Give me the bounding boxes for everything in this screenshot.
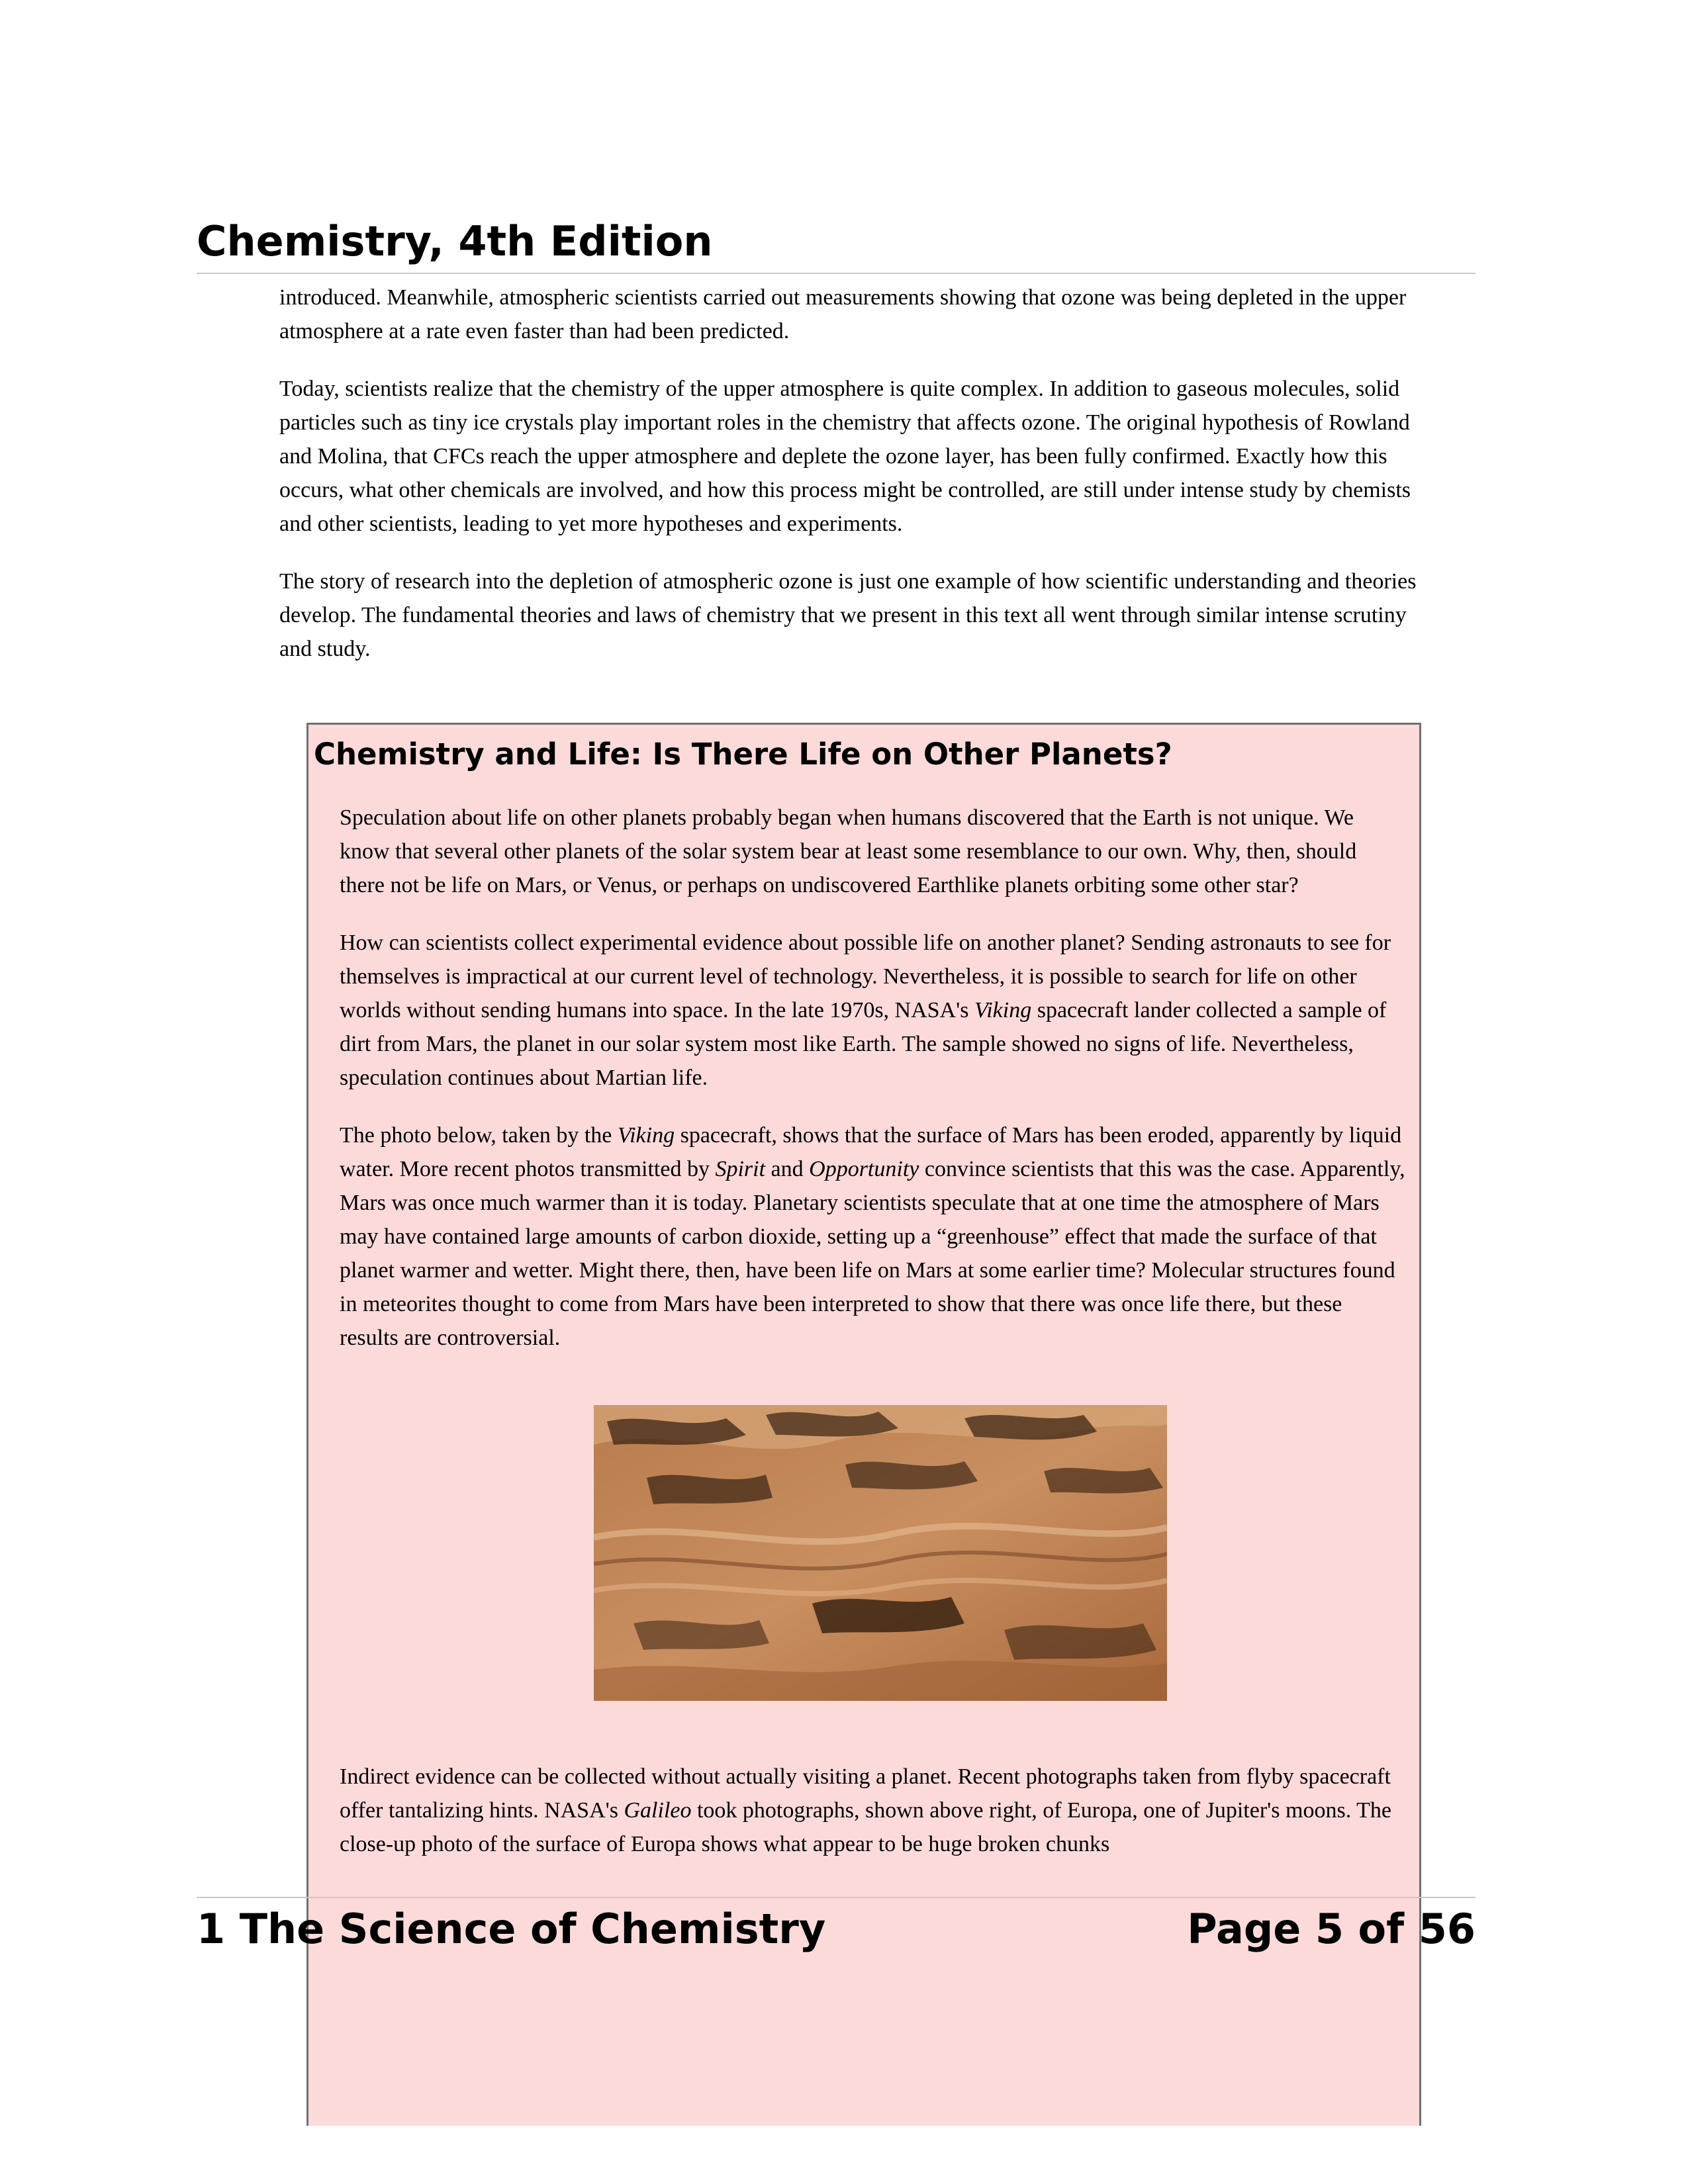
sidebar-p3-text-c: and — [765, 1157, 810, 1181]
sidebar-p3-text-a: The photo below, taken by the — [340, 1123, 618, 1148]
footer-divider — [197, 1897, 1476, 1898]
sidebar-p2-viking: Viking — [974, 998, 1032, 1023]
sidebar-p2-text-a: How can scientists collect experimental evidence about possible life on another planet? Sending astronauts to see for themselves is impractical at our current level of technology. Nevertheless, it is possible to search for life on other worlds without sending humans into space. In the late 1970s, NASA's — [340, 931, 1391, 1023]
sidebar-p3-spirit: Spirit — [715, 1157, 766, 1181]
sidebar-title: Chemistry and Life: Is There Life on Other Planets? — [314, 737, 1172, 772]
sidebar-p4-text-b: took photographs, shown above right, of Europa, one of Jupiter's moons. The close-up photo of the surface of Europa shows what appear to be huge broken chunks — [340, 1798, 1391, 1856]
sidebar-p4-galileo: Galileo — [624, 1798, 692, 1823]
sidebar-text-upper — [340, 801, 1405, 1379]
sidebar-paragraph-1: Speculation about life on other planets probably began when humans discovered that the Earth is not unique. We know that several other planets of the solar system bear at least some resemblance to our own. Why, then, should there not be life on Mars, or Venus, or perhaps on undiscovered Earthlike planets orbiting some other star? — [340, 805, 1357, 897]
chapter-title: 1 The Science of Chemistry — [197, 1905, 826, 1953]
body-text — [279, 281, 1431, 690]
sidebar-p3-opportunity: Opportunity — [809, 1157, 919, 1181]
sidebar-paragraph-4 — [340, 1760, 1405, 1861]
body-paragraph-3: The story of research into the depletion of atmospheric ozone is just one example of how scientific understanding and theories develop. The fundamental theories and laws of chemistry that we present in this text all went through similar intense scrutiny and study. — [279, 569, 1417, 661]
document-header-title: Chemistry, 4th Edition — [197, 217, 713, 265]
sidebar-p3-text-d: convince scientists that this was the case. Apparently, Mars was once much warmer than it is today. Planetary scientists speculate that at one time the atmosphere of Mars may have contained large amounts of carbon dioxide, setting up a “greenhouse” effect that made the surface of that planet warmer and wetter. Might there, then, have been life on Mars at some earlier time? Molecular structures found in meteorites thought to come from Mars have been interpreted to show that there was once life there, but these results are controversial. — [340, 1157, 1405, 1350]
body-paragraph-2: Today, scientists realize that the chemistry of the upper atmosphere is quite complex. In addition to gaseous molecules, solid particles such as tiny ice crystals play important roles in the chemistry that affects ozone. The original hypothesis of Rowland and Molina, that CFCs reach the upper atmosphere and deplete the ozone layer, has been fully confirmed. Exactly how this occurs, what other chemicals are involved, and how this process might be controlled, are still under intense study by chemists and other scientists, leading to yet more hypotheses and experiments. — [279, 377, 1411, 536]
sidebar-p3-viking: Viking — [617, 1123, 675, 1148]
sidebar-paragraph-2 — [340, 926, 1405, 1095]
sidebar-paragraph-3 — [340, 1118, 1405, 1355]
mars-surface-photo — [594, 1405, 1167, 1701]
sidebar-p2-text-b: spacecraft lander collected a sample of dirt from Mars, the planet in our solar system most like Earth. The sample showed no signs of life. Nevertheless, speculation continues about Martian life. — [340, 998, 1387, 1090]
sidebar-text-lower — [340, 1760, 1405, 1885]
sidebar-p3-text-b: spacecraft, shows that the surface of Mars has been eroded, apparently by liquid water. More recent photos transmitted by — [340, 1123, 1402, 1181]
header-divider — [197, 273, 1476, 274]
sidebar-p4-text-a: Indirect evidence can be collected without actually visiting a planet. Recent photographs taken from flyby spacecraft offer tantalizing hints. NASA's — [340, 1764, 1391, 1823]
body-paragraph-1: introduced. Meanwhile, atmospheric scientists carried out measurements showing that ozone was being depleted in the upper atmosphere at a rate even faster than had been predicted. — [279, 285, 1407, 343]
page-number: Page 5 of 56 — [1187, 1905, 1476, 1953]
